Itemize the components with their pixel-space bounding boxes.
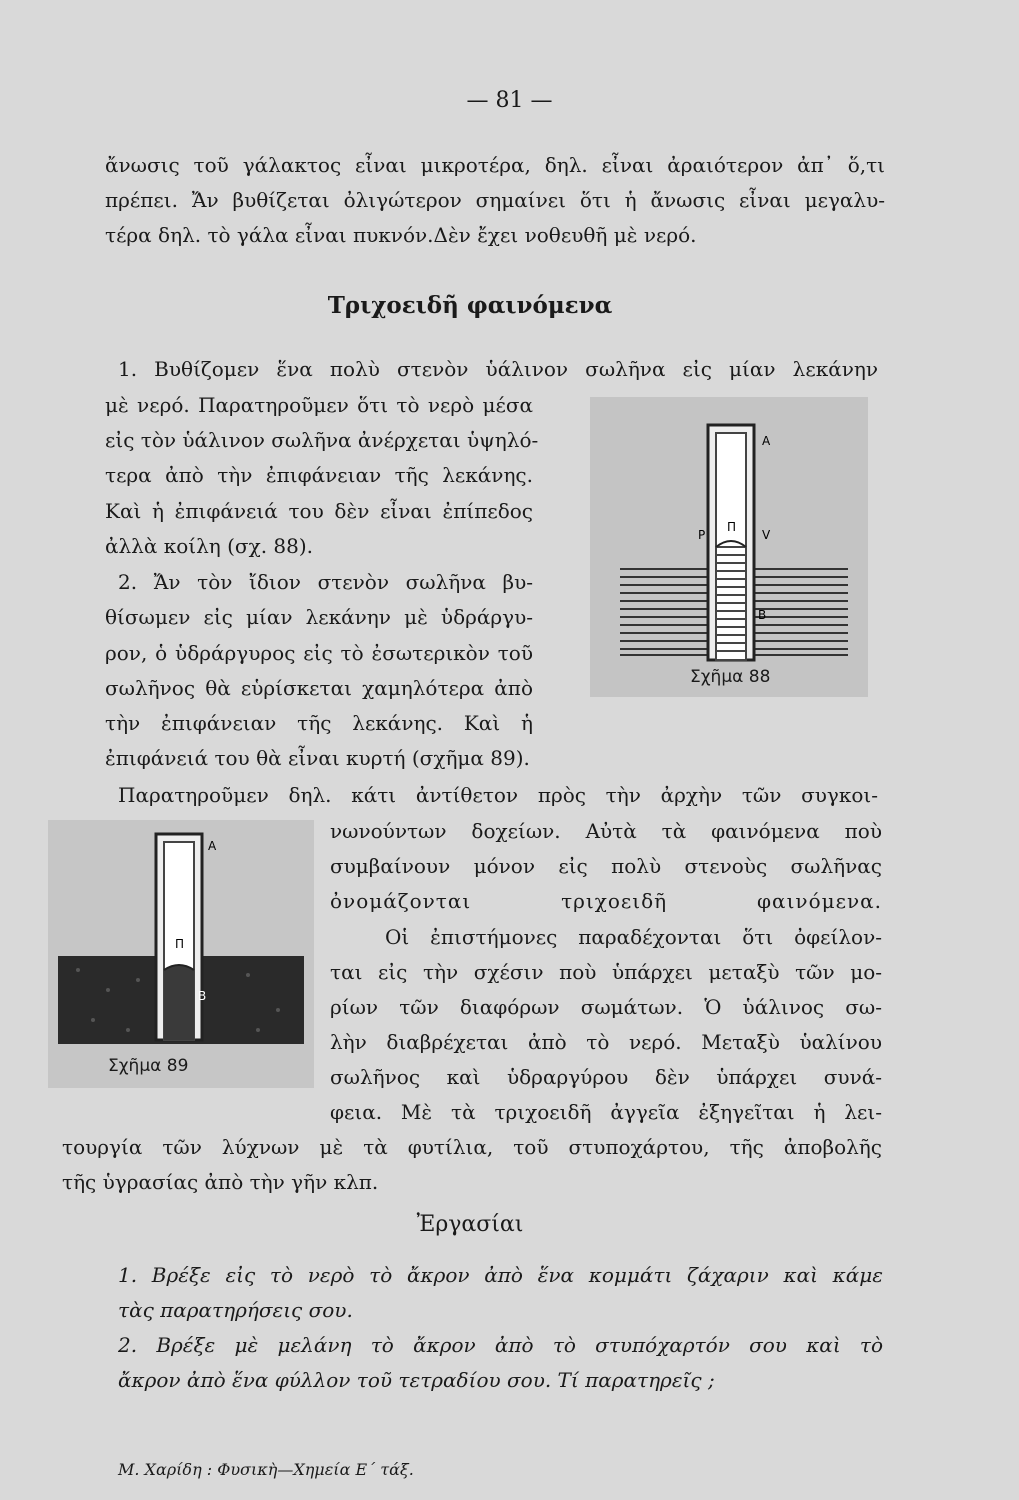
fig89-label-b: B <box>198 989 207 1003</box>
exercise-line: 2. Βρέξε μὲ μελάνη τὸ ἄκρον ἀπὸ τὸ στυπόχαρτόν σου καὶ τὸ <box>118 1333 883 1357</box>
fig89-label-a: A <box>208 839 217 853</box>
paragraph-line: τῆς ὑγρασίας ἀπὸ τὴν γῆν κλπ. <box>62 1170 379 1194</box>
intro-line: ἄνωσις τοῦ γάλακτος εἶναι μικροτέρα, δηλ. εἶναι ἀραιότερον ἀπ᾽ ὅ,τι <box>105 153 885 177</box>
paragraph-line: ἀλλὰ κοίλη (σχ. 88). <box>105 534 314 558</box>
paragraph-line: Παρατηροῦμεν δηλ. κάτι ἀντίθετον πρὸς τὴν ἀρχὴν τῶν συγκοι- <box>118 783 878 807</box>
paragraph-line: Καὶ ἡ ἐπιφάνειά του δὲν εἶναι ἐπίπεδος <box>105 499 533 523</box>
paragraph-line: φεια. Μὲ τὰ τριχοειδῆ ἀγγεῖα ἐξηγεῖται ἡ λει- <box>330 1100 882 1124</box>
paragraph-line: σωλῆνος καὶ ὑδραργύρου δὲν ὑπάρχει συνά- <box>330 1065 882 1089</box>
exercises-title: Ἐργασίαι <box>416 1212 524 1237</box>
paragraph-line: συμβαίνουν μόνον εἰς πολὺ στενοὺς σωλῆνας <box>330 854 882 878</box>
capillary-tube-mercury-diagram <box>48 820 314 1088</box>
paragraph-line: 2. Ἄν τὸν ἴδιον στενὸν σωλῆνα βυ- <box>118 570 533 594</box>
fig88-label-b: B <box>758 608 767 622</box>
paragraph-line: λὴν διαβρέχεται ἀπὸ τὸ νερό. Μεταξὺ ὑαλίνου <box>330 1030 882 1054</box>
paragraph-line: θίσωμεν εἰς μίαν λεκάνην μὲ ὑδράργυ- <box>105 605 533 629</box>
paragraph-line: εἰς τὸν ὑάλινον σωλῆνα ἀνέρχεται ὑψηλό- <box>105 428 539 452</box>
paragraph-line: τουργία τῶν λύχνων μὲ τὰ φυτίλια, τοῦ στυποχάρτου, τῆς ἀποβολῆς <box>62 1135 882 1159</box>
paragraph-line: τερα ἀπὸ τὴν ἐπιφάνειαν τῆς λεκάνης. <box>105 463 533 487</box>
paragraph-line: 1. Βυθίζομεν ἕνα πολὺ στενὸν ὑάλινον σωλῆνα εἰς μίαν λεκάνην <box>118 357 878 381</box>
exercise-line: 1. Βρέξε εἰς τὸ νερὸ τὸ ἄκρον ἀπὸ ἕνα κομμάτι ζάχαριν καὶ κάμε <box>118 1263 883 1287</box>
section-title: Τριχοειδῆ φαινόμενα <box>327 292 613 319</box>
intro-line: πρέπει. Ἄν βυθίζεται ὀλιγώτερον σημαίνει ὅτι ἡ ἄνωσις εἶναι μεγαλυ- <box>105 188 885 212</box>
paragraph-line: ρίων τῶν διαφόρων σωμάτων. Ὁ ὑάλινος σω- <box>330 995 882 1019</box>
fig88-label-p: P <box>698 528 706 542</box>
fig88-label-a: A <box>762 434 771 448</box>
paragraph-line: μὲ νερό. Παρατηροῦμεν ὅτι τὸ νερὸ μέσα <box>105 393 533 417</box>
exercise-line: τὰς παρατηρήσεις σου. <box>118 1298 353 1322</box>
paragraph-line: ὀνομάζονται τριχοειδῆ φαινόμενα. <box>330 889 882 913</box>
page-number: — 81 — <box>466 88 553 113</box>
paragraph-line: τὴν ἐπιφάνειαν τῆς λεκάνης. Καὶ ἡ <box>105 711 533 735</box>
exercise-line: ἄκρον ἀπὸ ἕνα φύλλον τοῦ τετραδίου σου. Τί παρατηρεῖς ; <box>118 1368 715 1392</box>
figure-88-caption: Σχῆμα 88 <box>690 667 771 687</box>
paragraph-line: ται εἰς τὴν σχέσιν ποὺ ὑπάρχει μεταξὺ τῶν μο- <box>330 960 882 984</box>
paragraph-line: νωνούντων δοχείων. Αὐτὰ τὰ φαινόμενα ποὺ <box>330 819 882 843</box>
figure-89 <box>48 820 314 1088</box>
paragraph-line: ρον, ὁ ὑδράργυρος εἰς τὸ ἐσωτερικὸν τοῦ <box>105 641 533 665</box>
footer-citation: Μ. Χαρίδη : Φυσικὴ—Χημεία Ε΄ τάξ. <box>118 1460 414 1479</box>
paragraph-line: σωλῆνος θὰ εὑρίσκεται χαμηλότερα ἀπὸ <box>105 676 533 700</box>
figure-89-caption: Σχῆμα 89 <box>108 1056 189 1076</box>
fig88-label-n: Π <box>727 520 737 534</box>
paragraph-line: Οἱ ἐπιστήμονες παραδέχονται ὅτι ὀφείλον- <box>385 925 882 949</box>
fig88-label-v: V <box>762 528 771 542</box>
capillary-tube-water-diagram <box>590 397 868 697</box>
intro-line: τέρα δηλ. τὸ γάλα εἶναι πυκνόν.Δὲν ἔχει νοθευθῆ μὲ νερό. <box>105 223 697 247</box>
fig89-label-n: Π <box>175 937 185 951</box>
figure-88 <box>590 397 868 697</box>
paragraph-line: ἐπιφάνειά του θὰ εἶναι κυρτή (σχῆμα 89). <box>105 746 530 770</box>
